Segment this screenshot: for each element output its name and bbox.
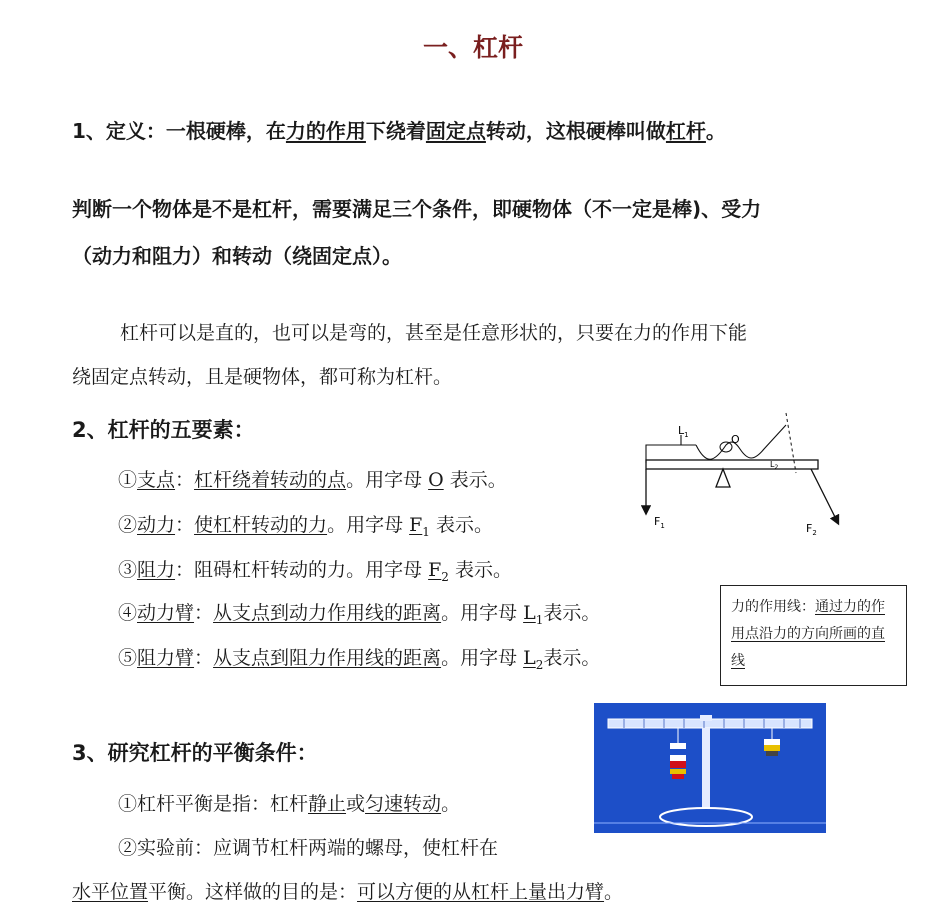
item-end: 表示。: [448, 559, 512, 581]
element-item-5: [118, 643, 600, 672]
label-f2: $F_2$: [806, 522, 817, 535]
photo-stand-top: [700, 715, 712, 721]
item-colon: ：: [175, 514, 195, 536]
element-item-4: [118, 598, 600, 627]
lever-balance-illustration: [594, 703, 826, 833]
photo-stand: [702, 728, 710, 808]
item-subscript: 2: [535, 657, 544, 672]
item-colon: ：: [194, 602, 214, 624]
shape-note-line-2: 绕固定点转动，且是硬物体，都可称为杠杆。: [72, 366, 453, 388]
pre-experiment-purpose: [72, 877, 623, 904]
definition-paragraph: [72, 115, 726, 144]
term-horizontal-position: 水平位置: [72, 881, 149, 903]
b1-end: 。: [441, 793, 461, 815]
item-symbol: F: [409, 514, 423, 536]
label-o: O: [731, 433, 740, 446]
item-colon: ：: [175, 469, 195, 491]
pre-experiment-line: ②实验前：应调节杠杆两端的螺母，使杠杆在: [118, 837, 499, 859]
lever-diagram: [636, 405, 846, 535]
label-l1: $L_1$: [678, 424, 689, 439]
l1-bracket: [646, 435, 696, 463]
fulcrum-triangle: [716, 469, 730, 487]
definition-mid1: 下绕着: [365, 119, 426, 143]
item-term: 阻力臂: [137, 647, 195, 669]
item-term: 动力臂: [137, 602, 195, 624]
item-tail: 。用字母: [346, 469, 429, 491]
item-desc: 使杠杆转动的力: [194, 514, 328, 536]
item-subscript: 1: [422, 524, 430, 539]
item-symbol: O: [428, 469, 444, 491]
item-tail: 。用字母: [327, 514, 410, 536]
b1-mid: 或: [346, 793, 366, 815]
item-tail: 。用字母: [441, 647, 524, 669]
definition-mid2: 转动，这根硬棒叫做: [485, 119, 666, 143]
note-definition: 通过力的作用点沿力的方向所画的直线: [731, 599, 885, 669]
item-symbol: F: [428, 559, 442, 581]
label-l2: $L_2$: [770, 460, 779, 471]
item-number: ②: [118, 514, 138, 536]
item-desc: 从支点到阻力作用线的距离: [213, 647, 442, 669]
b3-mid: 平衡。这样做的目的是：: [148, 881, 358, 903]
item-end: 表示。: [543, 647, 601, 669]
label-f1: $F_1$: [654, 515, 665, 530]
item-term: 阻力: [137, 559, 176, 581]
page-title: 一、杠杆: [422, 33, 523, 62]
element-item-1: [118, 465, 507, 494]
b1-prefix: ①杠杆平衡是指：杠杆: [118, 793, 309, 815]
item-subscript: 1: [535, 612, 544, 627]
item-tail: 。用字母: [441, 602, 524, 624]
element-item-3: [118, 555, 512, 584]
item-subscript: 2: [441, 569, 449, 584]
term-uniform-rotation: 匀速转动: [365, 793, 442, 815]
item-number: ④: [118, 602, 138, 624]
item-term: 动力: [137, 514, 176, 536]
term-force-action: 力的作用: [285, 119, 366, 143]
lever-bar: [646, 460, 818, 469]
item-number: ③: [118, 559, 138, 581]
element-item-2: [118, 510, 493, 539]
f2-arrow: [811, 469, 838, 523]
balance-definition: [118, 789, 460, 816]
lever-curve: [696, 425, 786, 459]
item-colon: ：: [194, 647, 214, 669]
line-of-action-note: [720, 585, 907, 686]
definition-prefix: 1、定义：一根硬棒，在: [72, 119, 286, 143]
item-number: ①: [118, 469, 138, 491]
shape-note-line-1: 杠杆可以是直的，也可以是弯的，甚至是任意形状的，只要在力的作用下能: [120, 322, 748, 344]
term-lever: 杠杆: [665, 119, 706, 143]
section-2-heading: 2、杠杆的五要素：: [72, 418, 255, 442]
item-desc: 杠杆绕着转动的点: [194, 469, 347, 491]
judgement-line-1: 判断一个物体是不是杠杆，需要满足三个条件，即硬物体（不一定是棒)、受力: [72, 197, 762, 221]
item-desc: 阻碍杠杆转动的力: [194, 559, 347, 581]
item-number: ⑤: [118, 647, 138, 669]
term-fixed-point: 固定点: [425, 119, 486, 143]
item-end: 表示。: [543, 602, 601, 624]
b3-end: 。: [604, 881, 624, 903]
purpose-measure-arm: 可以方便的从杠杆上量出力臂: [357, 881, 605, 903]
item-desc: 从支点到动力作用线的距离: [213, 602, 442, 624]
item-term: 支点: [137, 469, 176, 491]
section-3-heading: 3、研究杠杆的平衡条件：: [72, 741, 318, 765]
note-prefix: 力的作用线：: [731, 599, 815, 615]
term-static: 静止: [308, 793, 347, 815]
item-end: 表示。: [429, 514, 493, 536]
item-colon: ：: [175, 559, 195, 581]
definition-end: 。: [705, 119, 726, 143]
judgement-line-2: （动力和阻力）和转动（绕固定点）。: [72, 244, 402, 268]
item-end: 表示。: [443, 469, 507, 491]
item-symbol: L: [523, 602, 536, 624]
item-symbol: L: [523, 647, 536, 669]
item-tail: 。用字母: [346, 559, 429, 581]
